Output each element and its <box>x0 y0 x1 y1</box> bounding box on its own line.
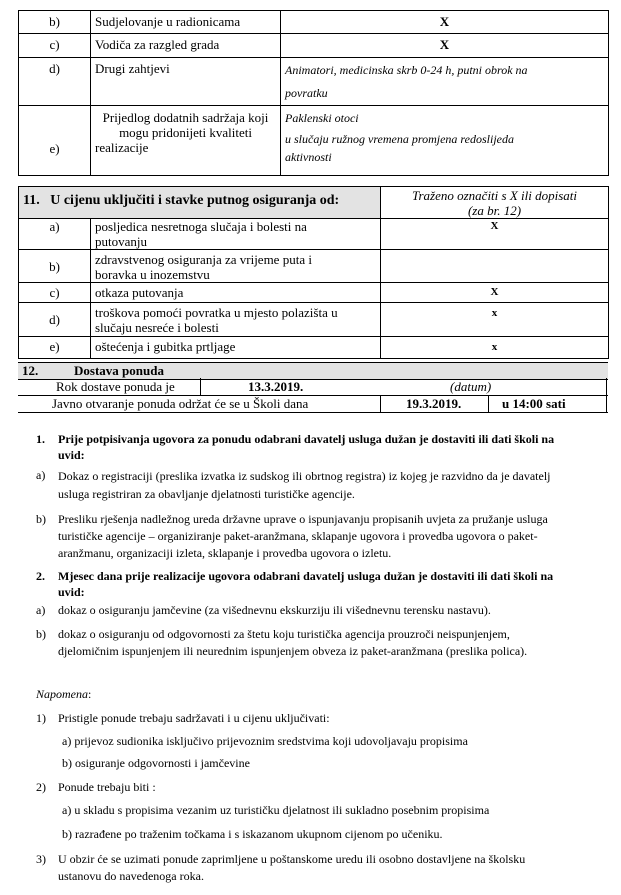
row-letter: a) <box>19 219 91 250</box>
item-text: dokaz o osiguranju jamčevine (za višednevnu ekskurziju ili višednevnu terensku nastavu). <box>58 603 491 617</box>
table-row <box>19 11 609 34</box>
insurance-table <box>18 186 609 359</box>
delivery-opening-row: Javno otvaranje ponuda održat će se u Školi dana 19.3.2019. u 14:00 sati <box>18 396 608 413</box>
row-label: otkaza putovanja <box>91 283 381 303</box>
item-letter: b) <box>36 627 46 641</box>
row-value: Paklenski otoci u slučaju ružnog vremena promjena redoslijeda aktivnosti <box>281 106 609 176</box>
table-row <box>19 250 609 283</box>
insurance-header-row <box>19 187 609 219</box>
note-sub: a) u skladu s propisima vezanim uz turističku djelatnost ili sukladno posebnim propisima <box>62 803 490 817</box>
row-value: Animatori, medicinska skrb 0-24 h, putni obrok na povratku <box>281 58 609 106</box>
note-text: Ponude trebaju biti : <box>58 780 156 794</box>
note-sub: b) razrađene po traženim točkama i s iskazanom ukupnom cijenom po učeniku. <box>62 827 443 841</box>
note-text: Pristigle ponude trebaju sadržavati i u cijenu uključivati: <box>58 711 330 725</box>
item-letter: a) <box>36 468 46 482</box>
item-text: dokaz o osiguranju od odgovornosti za štetu koju turistička agencija prouzroči neispunjenjem, djelomičnim ispunjenjem ili neurednim ispunjenjem obveza iz paket-aranžmana (preslika polica). <box>58 627 528 658</box>
note-number: 1) <box>36 711 46 725</box>
row-value: X <box>381 283 609 303</box>
row-label: oštećenja i gubitka prtljage <box>91 337 381 359</box>
delivery-deadline-row: Rok dostave ponuda je 13.3.2019. (datum) <box>18 379 608 396</box>
row-letter: d) <box>19 303 91 337</box>
row-letter: b) <box>19 11 91 34</box>
note-number: 2) <box>36 780 46 794</box>
row-label: Vodiča za razgled grada <box>91 34 281 58</box>
insurance-note: Traženo označiti s X ili dopisati (za br. 12) <box>381 187 609 219</box>
note-sub: b) osiguranje odgovornosti i jamčevine <box>62 756 250 770</box>
table-row <box>19 219 609 250</box>
section-number: 1. <box>36 432 45 446</box>
note-text: U obzir će se uzimati ponude zaprimljene u poštanskome uredu ili osobno dostavljene na školsku ustanovu do navedenoga roka. <box>58 852 526 883</box>
row-value: X <box>281 34 609 58</box>
row-letter: e) <box>19 337 91 359</box>
services-table <box>18 10 609 176</box>
row-value: X <box>381 219 609 250</box>
table-row <box>19 303 609 337</box>
section-heading: Prije potpisivanja ugovora za ponudu odabrani davatelj usluga dužan je dostaviti ili dati školi na uvid: <box>58 432 555 462</box>
row-label: Prijedlog dodatnih sadržaja koji mogu pridonijeti kvaliteti realizacije <box>91 106 281 176</box>
section-number: 2. <box>36 569 45 583</box>
table-row <box>19 58 609 106</box>
row-letter: e) <box>19 106 91 176</box>
item-text: Dokaz o registraciji (preslika izvatka iz sudskog ili obrtnog registra) iz kojeg je razvidno da je davatelj usluga registriran za obavljanje djelatnosti turističke agencije. <box>58 469 551 501</box>
note-title: Napomena: <box>36 687 92 701</box>
row-label: Drugi zahtjevi <box>91 58 281 106</box>
table-row <box>19 283 609 303</box>
delivery-header: 12. Dostava ponuda <box>18 362 608 380</box>
row-letter: c) <box>19 283 91 303</box>
row-letter: b) <box>19 250 91 283</box>
item-letter: a) <box>36 603 46 617</box>
row-label: troškova pomoći povratka u mjesto polazišta u slučaju nesreće i bolesti <box>91 303 381 337</box>
row-label: posljedica nesretnoga slučaja i bolesti na putovanju <box>91 219 381 250</box>
insurance-header: 11. U cijenu uključiti i stavke putnog osiguranja od: <box>19 187 381 219</box>
row-value: x <box>381 303 609 337</box>
note-sub: a) prijevoz sudionika isključivo prijevoznim sredstvima koji udovoljavaju propisima <box>62 734 468 748</box>
item-letter: b) <box>36 512 46 526</box>
row-letter: d) <box>19 58 91 106</box>
table-row <box>19 106 609 176</box>
row-value <box>381 250 609 283</box>
row-letter: c) <box>19 34 91 58</box>
row-label: zdravstvenog osiguranja za vrijeme puta i boravka u inozemstvu <box>91 250 381 283</box>
table-row <box>19 34 609 58</box>
item-text: Presliku rješenja nadležnog ureda državne uprave o ispunjavanju propisanih uvjeta za pružanje usluga turističke agencije – organiziranje paket-aranžmana, sklapanje ugovora i provedba ugovora o paket- aranžmanu, organizaciji izleta, sklapanje i provedba ugovora o izletu. <box>58 512 548 560</box>
section-heading: Mjesec dana prije realizacije ugovora odabrani davatelj usluga dužan je dostaviti ili dati školi na uvid: <box>58 569 554 599</box>
row-value: x <box>381 337 609 359</box>
table-row <box>19 337 609 359</box>
row-label: Sudjelovanje u radionicama <box>91 11 281 34</box>
note-number: 3) <box>36 852 46 866</box>
row-value: X <box>281 11 609 34</box>
